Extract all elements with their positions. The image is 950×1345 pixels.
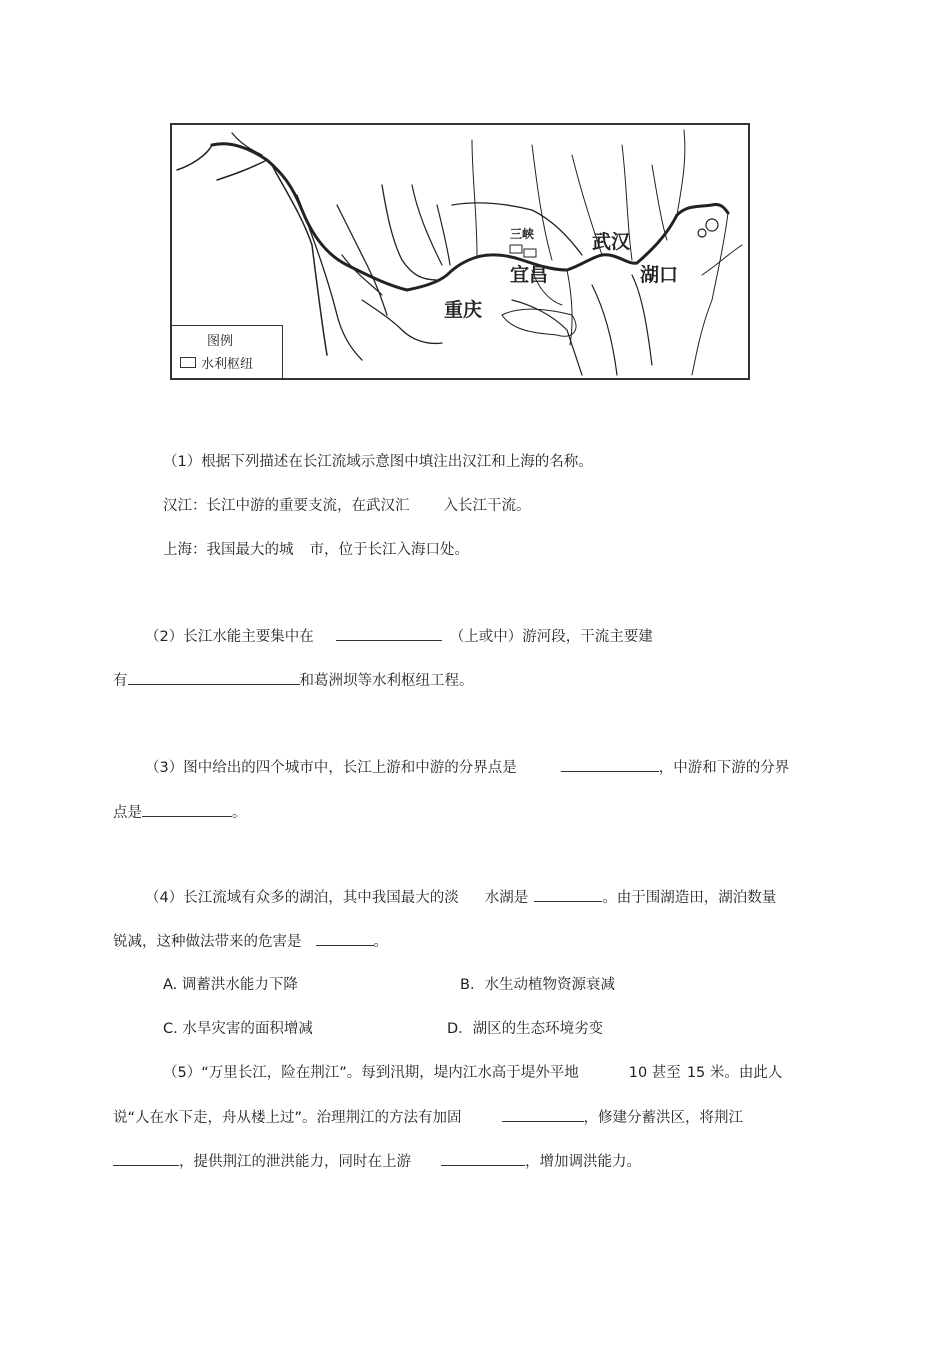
q4-option-d-text: D．湖区的生态环境劣变 [447,1021,604,1037]
q3-text-b: ，中游和下游的分界 [658,760,790,776]
q3-text-c: 点是 [113,805,142,821]
q5-text-b: 10 甚至 [628,1065,681,1081]
q3-answer-blank-2[interactable] [142,802,232,817]
river-yalong [297,195,362,360]
q2-line2 [113,670,474,691]
q4-option-c-text: C. 水旱灾害的面积增减 [163,1021,313,1037]
q5-text-f: ，提供荆江的泄洪能力，同时在上游 [179,1154,411,1170]
river-east-1 [677,130,685,215]
q5-text-d: 说“人在水下走，舟从楼上过”。治理荆江的方法有加固 [113,1110,462,1126]
q5-line2 [113,1107,743,1128]
city-label-sanxia: 三峡 [510,227,535,241]
city-label-hukou: 湖口 [640,264,679,286]
q4-answer-blank-2[interactable] [316,931,374,946]
q3-line2 [113,802,247,823]
q5-answer-blank-1[interactable] [502,1107,584,1122]
q3-text-a: （3）图中给出的四个城市中，长江上游和中游的分界点是 [145,760,517,776]
q4-option-d[interactable] [447,1019,603,1039]
q1-shanghai-text-a: 上海：我国最大的城 [163,542,294,558]
q2-text-c: 有 [113,673,128,689]
q5-line1 [163,1063,782,1083]
dam-icon [524,249,536,257]
q2-text-a: （2）长江水能主要集中在 [145,629,314,645]
q4-text-e: 。 [373,934,388,950]
q1-shanghai-text-b: 市，位于长江入海口处。 [309,542,469,558]
river-wu [362,300,442,343]
river-north-2 [532,145,552,260]
q5-text-a: （5）“万里长江，险在荆江”。每到汛期，堤内江水高于堤外平地 [163,1065,579,1081]
q5-answer-blank-3[interactable] [441,1151,525,1166]
river-headwater-1 [177,145,212,170]
river-jialing-2 [412,185,442,265]
legend-title: 图例 [207,334,234,349]
q4-line2 [113,931,388,952]
yangtze-basin-map [170,123,750,380]
q5-text-e: ，修建分蓄洪区，将荆江 [583,1110,744,1126]
city-label-chongqing: 重庆 [444,299,483,321]
q2-answer-blank-2[interactable] [128,670,300,685]
q5-text-c: 15 米。由此人 [686,1065,783,1081]
q4-option-a-text: A. 调蓄洪水能力下降 [163,977,298,993]
river-minjiang-2 [342,255,382,295]
q1-shanghai [163,540,469,560]
river-north-1 [472,140,477,255]
q5-text-g: ，增加调洪能力。 [525,1154,641,1170]
river-north-5 [652,165,667,240]
q3-answer-blank-1[interactable] [561,757,659,772]
dam-icon [510,245,522,253]
legend-item-dam [180,353,253,372]
q1-intro-text: （1）根据下列描述在长江流域示意图中填注出汉江和上海的名称。 [163,454,593,470]
q1-hanjiang-text-a: 汉江：长江中游的重要支流，在武汉汇 [163,498,410,514]
q1-hanjiang-text-b: 入长江干流。 [443,498,531,514]
q4-text-b: 水湖是 [484,890,529,906]
q1-hanjiang [163,496,531,516]
q4-line1 [145,887,776,908]
dam-icon [180,357,196,368]
river-jialing-3 [437,205,450,265]
city-label-wuhan: 武汉 [592,231,631,253]
q3-text-d: 。 [232,805,247,821]
river-min [337,205,387,315]
q4-text-a: （4）长江流域有众多的湖泊，其中我国最大的淡 [145,890,459,906]
lake-circle-icon [698,229,706,237]
map-legend [172,325,283,378]
q4-option-c[interactable] [163,1019,313,1039]
q4-text-c: 。由于围湖造田，湖泊数量 [602,890,777,906]
q2-answer-blank-1[interactable] [336,626,442,641]
river-headwater-2 [217,160,267,180]
city-label-yichang: 宜昌 [510,264,549,286]
river-jialing [382,185,437,280]
q2-line1 [145,626,653,647]
q4-option-b[interactable] [460,975,615,995]
q3-line1 [145,757,789,778]
dongting-lake [502,309,576,336]
q4-option-b-text: B．水生动植物资源衰减 [460,977,615,993]
river-gan [632,275,652,365]
coastline [692,213,728,375]
lake-circle-icon [706,219,718,231]
q2-text-b: （上或中）游河段，干流主要建 [449,629,653,645]
q4-option-a[interactable] [163,975,298,995]
q1-intro [163,452,593,472]
q4-answer-blank-1[interactable] [534,887,602,902]
q2-text-d: 和葛洲坝等水利枢纽工程。 [299,673,474,689]
river-xiang [592,285,617,375]
q4-text-d: 锐减，这种做法带来的危害是 [113,934,302,950]
q5-line3 [113,1151,641,1172]
q5-answer-blank-2[interactable] [113,1151,179,1166]
legend-label: 水利枢纽 [201,357,254,372]
